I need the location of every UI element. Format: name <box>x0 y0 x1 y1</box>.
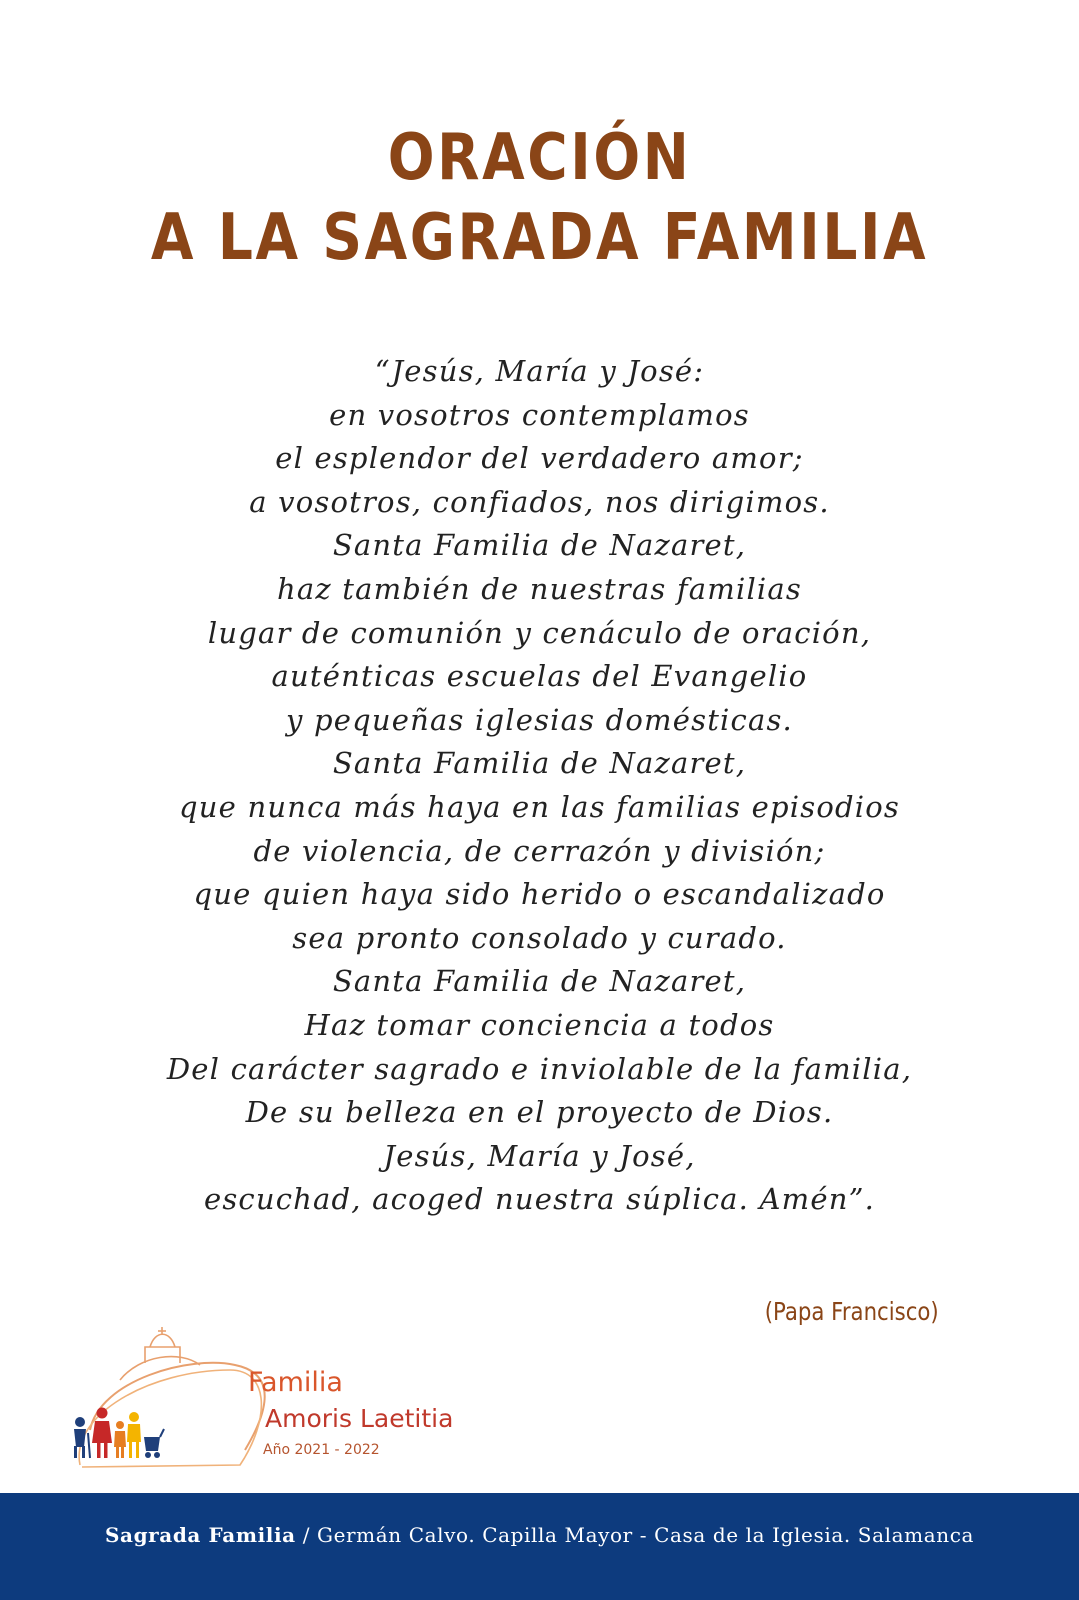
footer-bold: Sagrada Familia <box>104 1523 296 1547</box>
prayer-line: Santa Familia de Nazaret, <box>332 528 747 563</box>
prayer-line: y pequeñas iglesias domésticas. <box>286 702 793 737</box>
prayer-line: escuchad, acoged nuestra súplica. Amén”. <box>203 1182 876 1217</box>
prayer-line: haz también de nuestras familias <box>277 571 802 606</box>
footer-credit <box>0 1523 1079 1547</box>
prayer-line: Santa Familia de Nazaret, <box>332 964 747 999</box>
title-line-1: ORACIÓN <box>387 121 692 195</box>
page-title <box>76 118 1004 278</box>
prayer-line: auténticas escuelas del Evangelio <box>271 659 808 694</box>
prayer-line: Del carácter sagrado e inviolable de la familia, <box>166 1051 913 1086</box>
title-line-2: A LA SAGRADA FAMILIA <box>150 201 929 275</box>
prayer-text <box>0 350 1079 1222</box>
prayer-line: sea pronto consolado y curado. <box>292 920 787 955</box>
prayer-line: Jesús, María y José, <box>383 1138 696 1173</box>
footer-bar <box>0 1493 1079 1600</box>
logo-word-amoris: Amoris Laetitia <box>265 1404 454 1433</box>
prayer-line: de violencia, de cerrazón y división; <box>253 833 826 868</box>
prayer-line: Haz tomar conciencia a todos <box>304 1007 775 1042</box>
prayer-line: que nunca más haya en las familias episodios <box>179 789 900 824</box>
prayer-line: “Jesús, María y José: <box>374 354 705 388</box>
amoris-laetitia-logo <box>70 1325 490 1485</box>
prayer-line: De su belleza en el proyecto de Dios. <box>245 1095 834 1130</box>
prayer-line: que quien haya sido herido o escandalizado <box>193 877 886 912</box>
logo-year: Año 2021 - 2022 <box>263 1442 380 1458</box>
prayer-line: en vosotros contemplamos <box>329 397 750 432</box>
footer-rest: / Germán Calvo. Capilla Mayor - Casa de la Iglesia. Salamanca <box>295 1523 975 1547</box>
prayer-line: el esplendor del verdadero amor; <box>275 441 804 476</box>
prayer-line: Santa Familia de Nazaret, <box>332 746 747 781</box>
attribution: (Papa Francisco) <box>765 1297 939 1326</box>
logo-word-familia: Familia <box>248 1367 343 1398</box>
prayer-line: a vosotros, confiados, nos dirigimos. <box>249 484 830 519</box>
prayer-line: lugar de comunión y cenáculo de oración, <box>207 615 872 650</box>
